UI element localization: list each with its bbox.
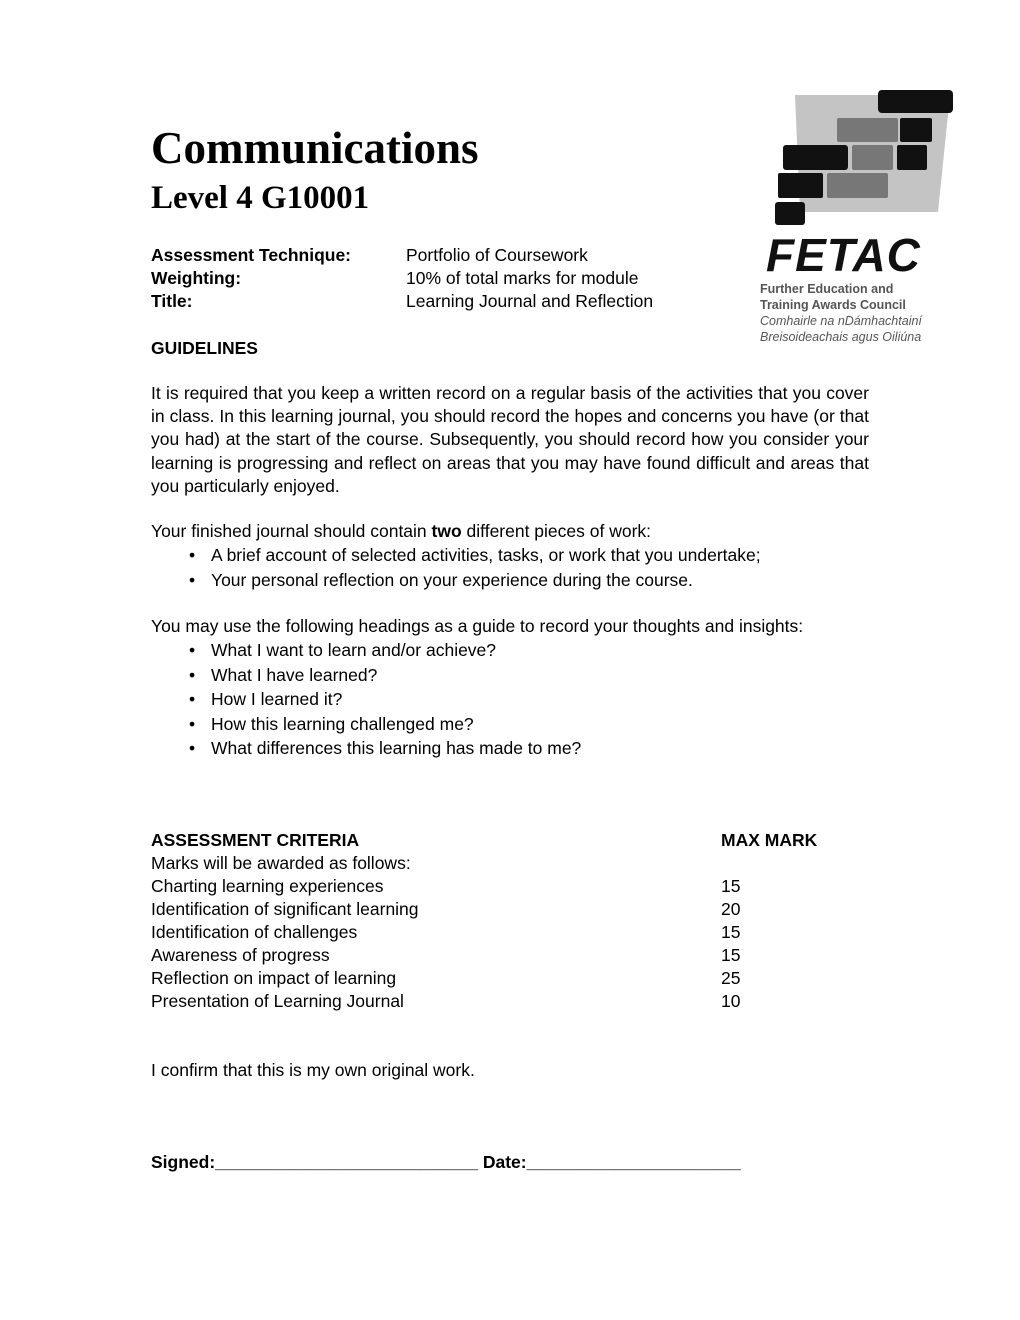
list-item: • What I have learned? <box>211 663 869 688</box>
journal-contents: Your finished journal should contain two different pieces of work: • A brief account of selected activities, tasks, or work that you undertake; • Your personal reflection on your experience during the course. <box>151 520 869 592</box>
signature-line <box>151 1152 741 1173</box>
headings-guide: You may use the following headings as a guide to record your thoughts and insights: • What I want to learn and/or achieve? • What I have learned? • How I learned it? • How this learning challenged me? • What differences this learning has made to me? <box>151 615 869 761</box>
criteria-row: Presentation of Learning Journal 10 <box>151 991 741 1011</box>
list-item: • How I learned it? <box>211 687 869 712</box>
list-item: • Your personal reflection on your experience during the course. <box>211 568 869 593</box>
criteria-row: Awareness of progress 15 <box>151 945 741 965</box>
list-item: • How this learning challenged me? <box>211 712 869 737</box>
confirmation-statement: I confirm that this is my own original work. <box>151 1060 475 1080</box>
guidelines-heading: GUIDELINES <box>151 338 258 358</box>
guidelines-paragraph: It is required that you keep a written record on a regular basis of the activities that you cover in class. In this learning journal, you should record the hopes and concerns you have (or that you had) at the start of the course. Subsequently, you should record how you consider your learning is progressing and reflect on areas that you may have found difficult and areas that you particularly enjoyed. <box>151 383 869 496</box>
date-field[interactable]: Date:______________________ <box>482 1152 741 1172</box>
signed-field[interactable]: Signed:___________________________ <box>151 1152 478 1172</box>
meta-row-weighting: Weighting: 10% of total marks for module <box>151 268 639 288</box>
logo-wordmark: FETAC <box>766 229 921 281</box>
criteria-row: Identification of challenges 15 <box>151 922 741 942</box>
criteria-row: Identification of significant learning 20 <box>151 899 741 919</box>
meta-row-title: Title: Learning Journal and Reflection <box>151 291 654 311</box>
list-item: • A brief account of selected activities, tasks, or work that you undertake; <box>211 543 869 568</box>
logo-caption: Further Education and Training Awards Council Comhairle na nDámhachtainí Breisoideachais agus Oiliúna <box>760 282 922 344</box>
criteria-header: ASSESSMENT CRITERIA MAX MARK <box>151 830 818 850</box>
list-item: • What differences this learning has made to me? <box>211 736 869 761</box>
criteria-row: Reflection on impact of learning 25 <box>151 968 741 988</box>
criteria-intro: Marks will be awarded as follows: <box>151 853 411 873</box>
page-title: Communications <box>151 123 479 173</box>
page-subtitle: Level 4 G10001 <box>151 180 370 216</box>
criteria-row: Charting learning experiences 15 <box>151 876 741 896</box>
list-item: • What I want to learn and/or achieve? <box>211 638 869 663</box>
meta-row-technique: Assessment Technique: Portfolio of Coursework <box>151 245 588 265</box>
